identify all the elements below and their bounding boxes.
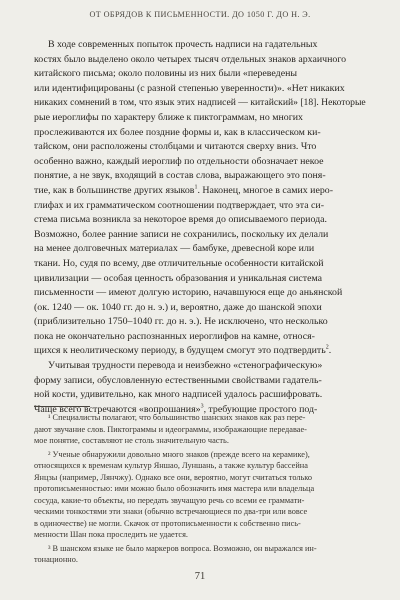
body-line	[34, 272, 366, 287]
body-line	[34, 374, 366, 389]
body-line	[34, 155, 366, 170]
body-line-text: , требующие простого под-	[203, 403, 318, 415]
footnote-line-text: Янцзы (например, Лянчжу). Однако все они, вероятно, могут считаться только	[34, 472, 313, 482]
body-line-text: ной кости, удивительно, как много надписей удалось расшифровать.	[34, 389, 323, 401]
body-line-text: В ходе современных попыток прочесть надписи на гадательных	[48, 39, 318, 50]
body-line	[34, 140, 366, 155]
body-line-text: тайском, они расположены столбцами и читаются сверху вниз. Что	[34, 141, 317, 153]
body-line-text: форму записи, обусловленную естественными свойствами гадатель-	[34, 374, 322, 386]
body-line-text: (приблизительно 1750–1040 гг. до н. э.). Не исключено, что несколько	[34, 316, 328, 328]
body-line-text: Учитывая трудности перевода и неизбежно «стенографическую»	[48, 360, 323, 372]
footnote-line	[34, 518, 366, 530]
body-line-text: ткани. Но, судя по всему, две отличительные особенности китайской	[34, 257, 324, 269]
body-line	[34, 38, 366, 53]
body-text	[34, 38, 366, 417]
footnote-marker[interactable]: 1	[194, 184, 198, 191]
footnote-line-text: тонационно.	[34, 555, 78, 564]
footnote-line-text: протописьменностью: ими можно было обозначить имя мастера или владельца	[34, 484, 315, 493]
body-line	[34, 344, 366, 359]
body-line-text: китайского письма; около половины из них были «переведены	[34, 68, 297, 80]
body-line-text: понятие, а не звук, входящий в состав слова, выражающего это поня-	[34, 170, 326, 182]
body-line-text: прослеживаются их более поздние формы и, как в классическом ки-	[34, 126, 321, 138]
body-line	[34, 301, 366, 316]
body-line	[34, 228, 366, 243]
body-line-text: костях было выделено около четырех тысяч отдельных знаков архаичного	[34, 53, 347, 65]
body-line	[34, 199, 366, 214]
body-line	[34, 388, 366, 403]
body-line	[34, 126, 366, 141]
body-line-text: (ок. 1240 — ок. 1040 гг. до н. э.) и, вероятно, даже до шанской эпохи	[34, 301, 322, 313]
body-line	[34, 242, 366, 257]
body-line	[34, 169, 366, 184]
body-line-text: особенно важно, каждый иероглиф по отдельности обозначает некое	[34, 155, 324, 167]
body-line	[34, 184, 366, 199]
body-line-text: никаких сомнений в том, что язык этих надписей — китайский» [18]. Некоторые	[34, 97, 366, 109]
body-line	[34, 82, 366, 97]
body-line-text: на менее долговечных материалах — бамбуке, древесной коре или	[34, 243, 315, 255]
footnote-line	[34, 554, 366, 566]
footnote-line-text: ² Ученые обнаружили довольно много знаков (прежде всего на керамике),	[48, 449, 310, 459]
footnote-line-text: дают звучание слов. Пиктограммы и идеограммы, изображающие передавае-	[34, 424, 307, 434]
body-line-text: или идентифицированы (с разной степенью уверенности)». «Нет никаких	[34, 82, 345, 94]
footnote-line-text: в одиночестве) не могли. Скачок от протописьменности к собственно пись-	[34, 518, 301, 528]
body-line-text: щихся к неолитическому периоду, в будущем смогут это подтвердить	[34, 345, 326, 357]
body-line	[34, 96, 366, 111]
footnote-line-text: мое понятие, составляют не столь значительную часть.	[34, 436, 229, 445]
footnote-line-text: ¹ Специалисты полагают, что большинство шанских знаков как раз пере-	[48, 413, 306, 422]
running-head: ОТ ОБРЯДОВ К ПИСЬМЕННОСТИ. ДО 1050 Г. ДО Н. Э.	[89, 10, 311, 19]
body-line-text: Чаще всего встречаются «вопрошания»	[34, 403, 201, 415]
footnote-line	[34, 543, 366, 555]
body-line	[34, 330, 366, 345]
footnote-line-text: ческими тонкостями эти знаки (обычно встречающиеся по два-три или вовсе	[34, 507, 308, 516]
body-line-text: . Наконец, многое в самих иеро-	[197, 184, 333, 196]
body-line-text: глифах и их грамматическом соотношении подтверждает, что эта си-	[34, 199, 325, 211]
footnote-line	[34, 529, 366, 541]
body-line-text: тие, как в большинстве других языков	[34, 184, 195, 196]
footnote-line	[34, 506, 366, 518]
body-line	[34, 359, 366, 374]
body-line-text: стема письма возникла за некоторое время до описываемого периода.	[34, 214, 327, 226]
footnote-line-text: менности Шан пока проследить не удается.	[34, 530, 189, 539]
footnote-line	[34, 495, 366, 507]
body-line	[34, 315, 366, 330]
page-number: 71	[194, 571, 206, 582]
body-line	[34, 257, 366, 272]
body-line	[34, 111, 366, 126]
body-line-text: письменности — имеют долгую историю, начавшуюся еще до аньянской	[34, 287, 343, 299]
body-line	[34, 213, 366, 228]
body-line-text: .	[328, 345, 332, 357]
footnote-line-text: ³ В шанском языке не было маркеров вопроса. Возможно, он выражался ин-	[48, 543, 317, 553]
body-line	[34, 53, 366, 68]
body-line-text: цивилизации — особая ценность образования и уникальная система	[34, 272, 323, 284]
body-line-text: пока не окончательно распознанных иероглифов на камне, относя-	[34, 330, 315, 342]
body-line	[34, 67, 366, 82]
footnote-line	[34, 483, 366, 495]
footnote-line	[34, 435, 366, 447]
footnote-line	[34, 412, 366, 424]
footnotes	[34, 412, 366, 566]
footnote-line-text: относящихся к временам культур Яншао, Луншань, а также культур бассейна	[34, 461, 308, 470]
footnote-marker[interactable]: 3	[200, 403, 204, 410]
body-line-text: рые иероглифы по характеру ближе к пиктограммам, но многих	[34, 111, 303, 123]
footnote-marker[interactable]: 2	[325, 345, 329, 352]
footnote-line	[34, 424, 366, 436]
footnote-rule	[34, 406, 90, 407]
body-line	[34, 286, 366, 301]
footnote-line	[34, 460, 366, 472]
body-line-text: Возможно, более ранние записи не сохранились, поскольку их делали	[34, 228, 329, 240]
footnote-line-text: сосуда, какие-то объекты, но передать звучащую речь со всеми ее граммати-	[34, 495, 305, 505]
footnote-line	[34, 449, 366, 461]
footnote-line	[34, 472, 366, 484]
